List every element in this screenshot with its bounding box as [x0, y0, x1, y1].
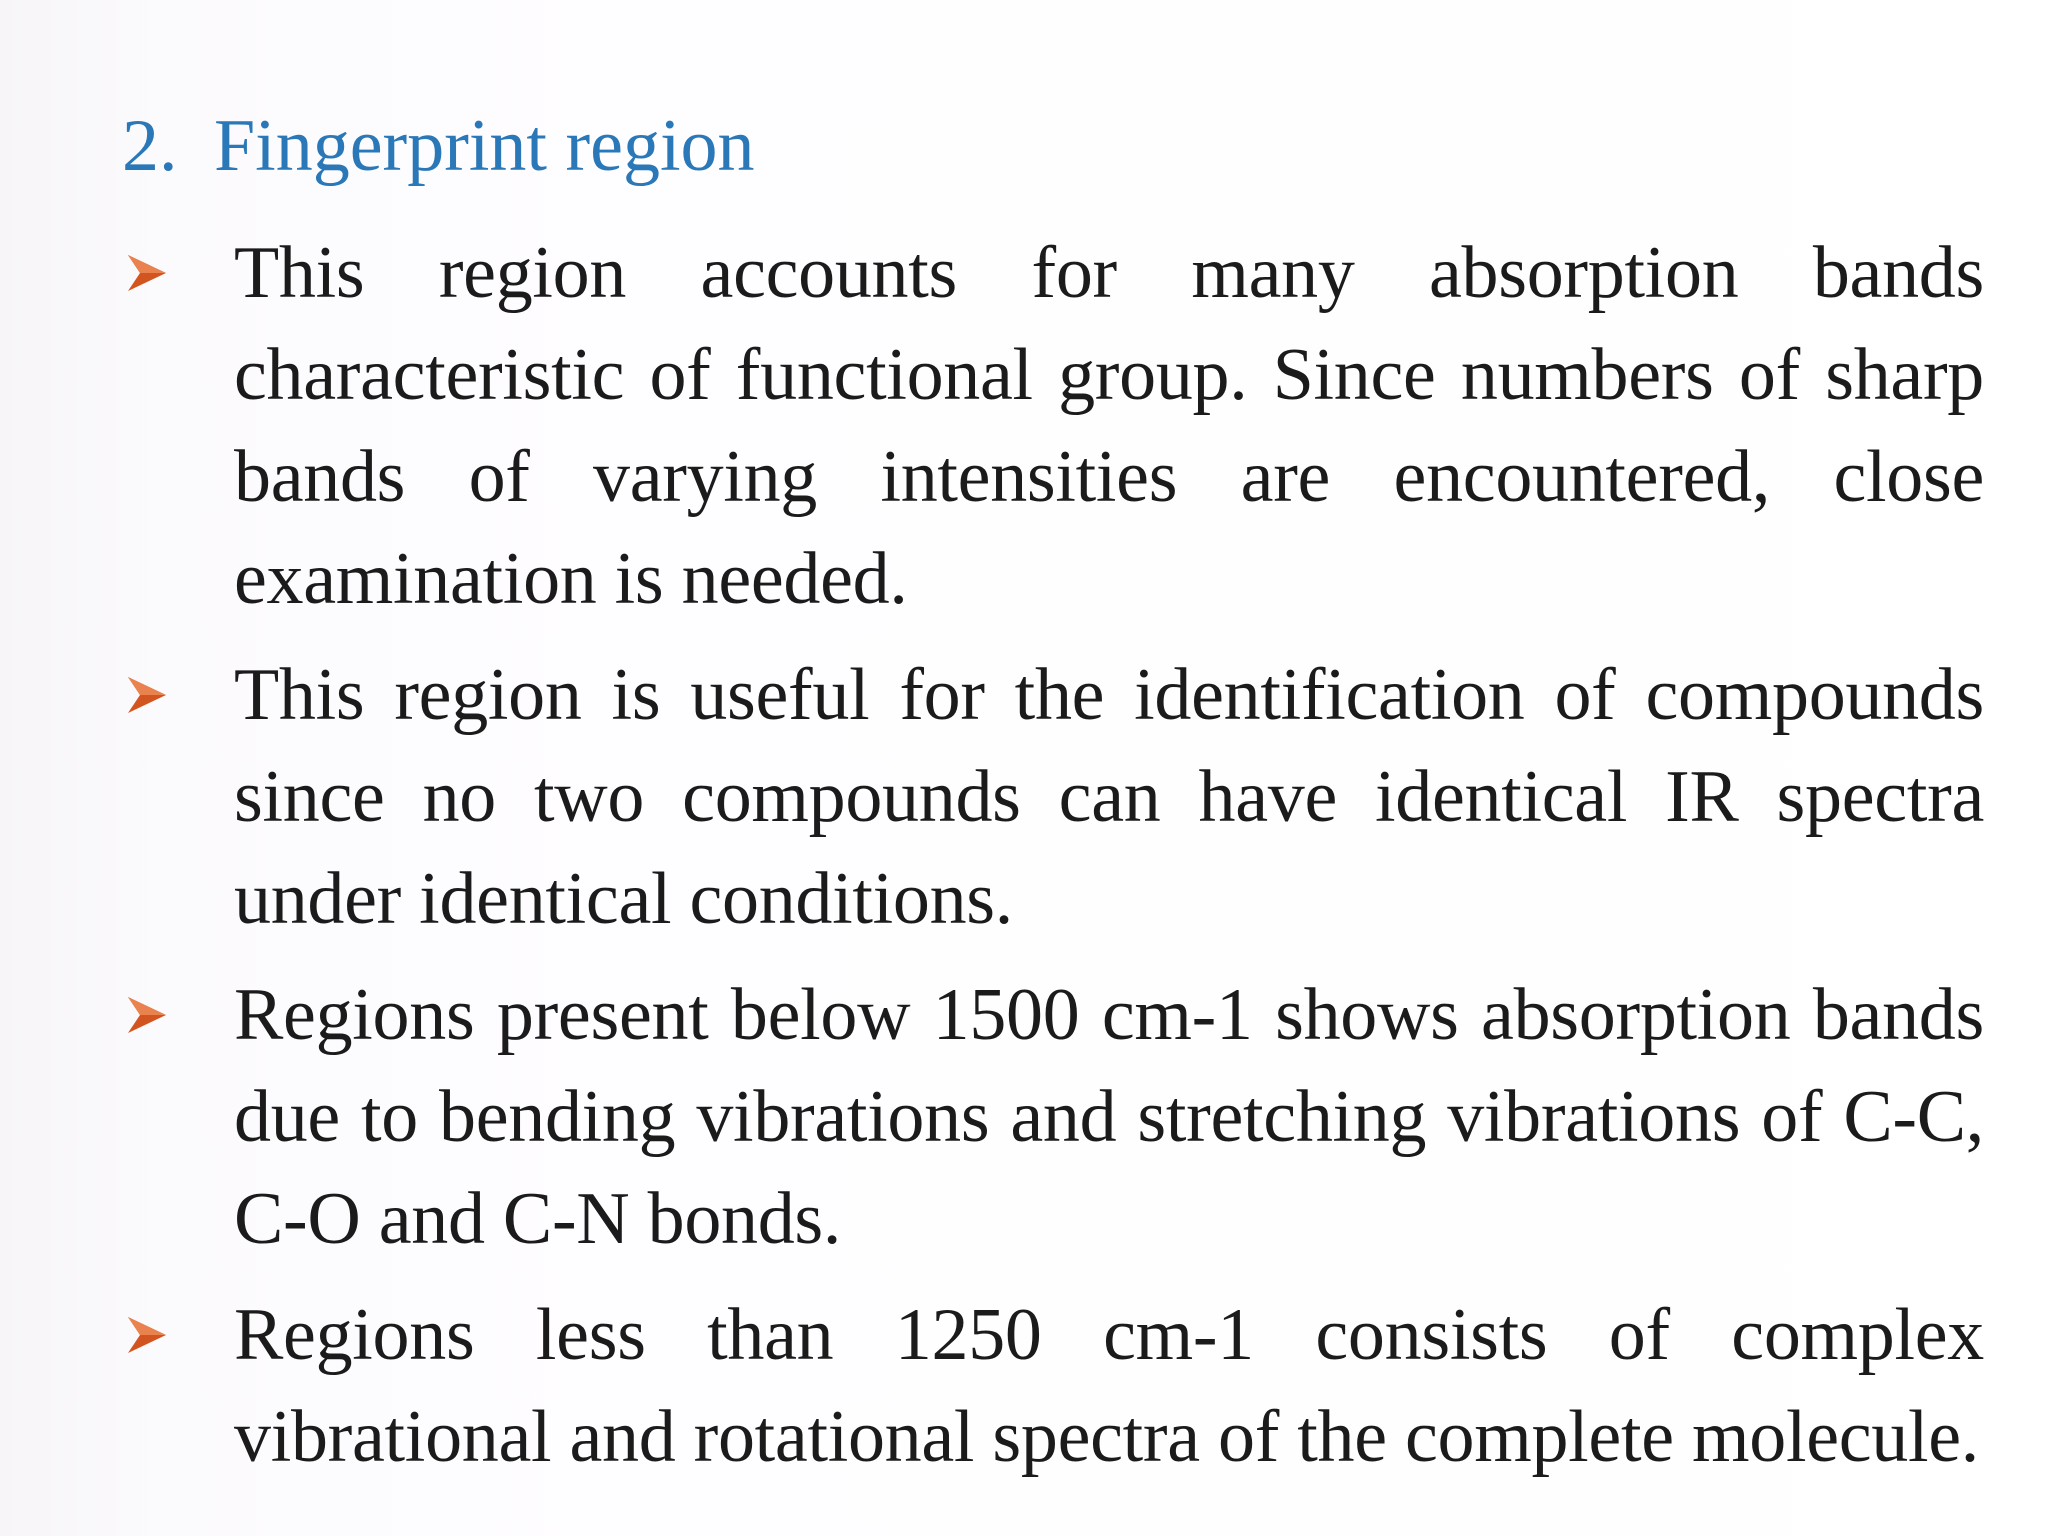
arrowhead-bullet-icon — [124, 222, 234, 324]
bullet-item — [124, 964, 1984, 1270]
arrowhead-bullet-icon — [124, 964, 234, 1066]
bullet-text: This region is useful for the identification of compounds since no two compounds can have identical IR spectra under identical conditions. — [234, 654, 1984, 940]
bullet-text: This region accounts for many absorption bands characteristic of functional group. Since numbers of sharp bands of varying intensities are encountered, close examination is needed. — [234, 232, 1984, 620]
bullet-text: Regions less than 1250 cm-1 consists of complex vibrational and rotational spectra of the complete molecule. — [234, 1294, 1984, 1478]
bullet-text: Regions present below 1500 cm-1 shows absorption bands due to bending vibrations and stretching vibrations of C-C, C-O and C-N bonds. — [234, 974, 1984, 1260]
bullet-list — [124, 222, 1984, 1502]
bullet-item — [124, 644, 1984, 950]
arrowhead-bullet-icon — [124, 1284, 234, 1386]
section-number: 2. — [122, 105, 178, 187]
bullet-item — [124, 222, 1984, 630]
section-title: Fingerprint region — [214, 105, 755, 187]
bullet-item — [124, 1284, 1984, 1488]
arrowhead-bullet-icon — [124, 644, 234, 746]
section-heading — [122, 96, 755, 196]
